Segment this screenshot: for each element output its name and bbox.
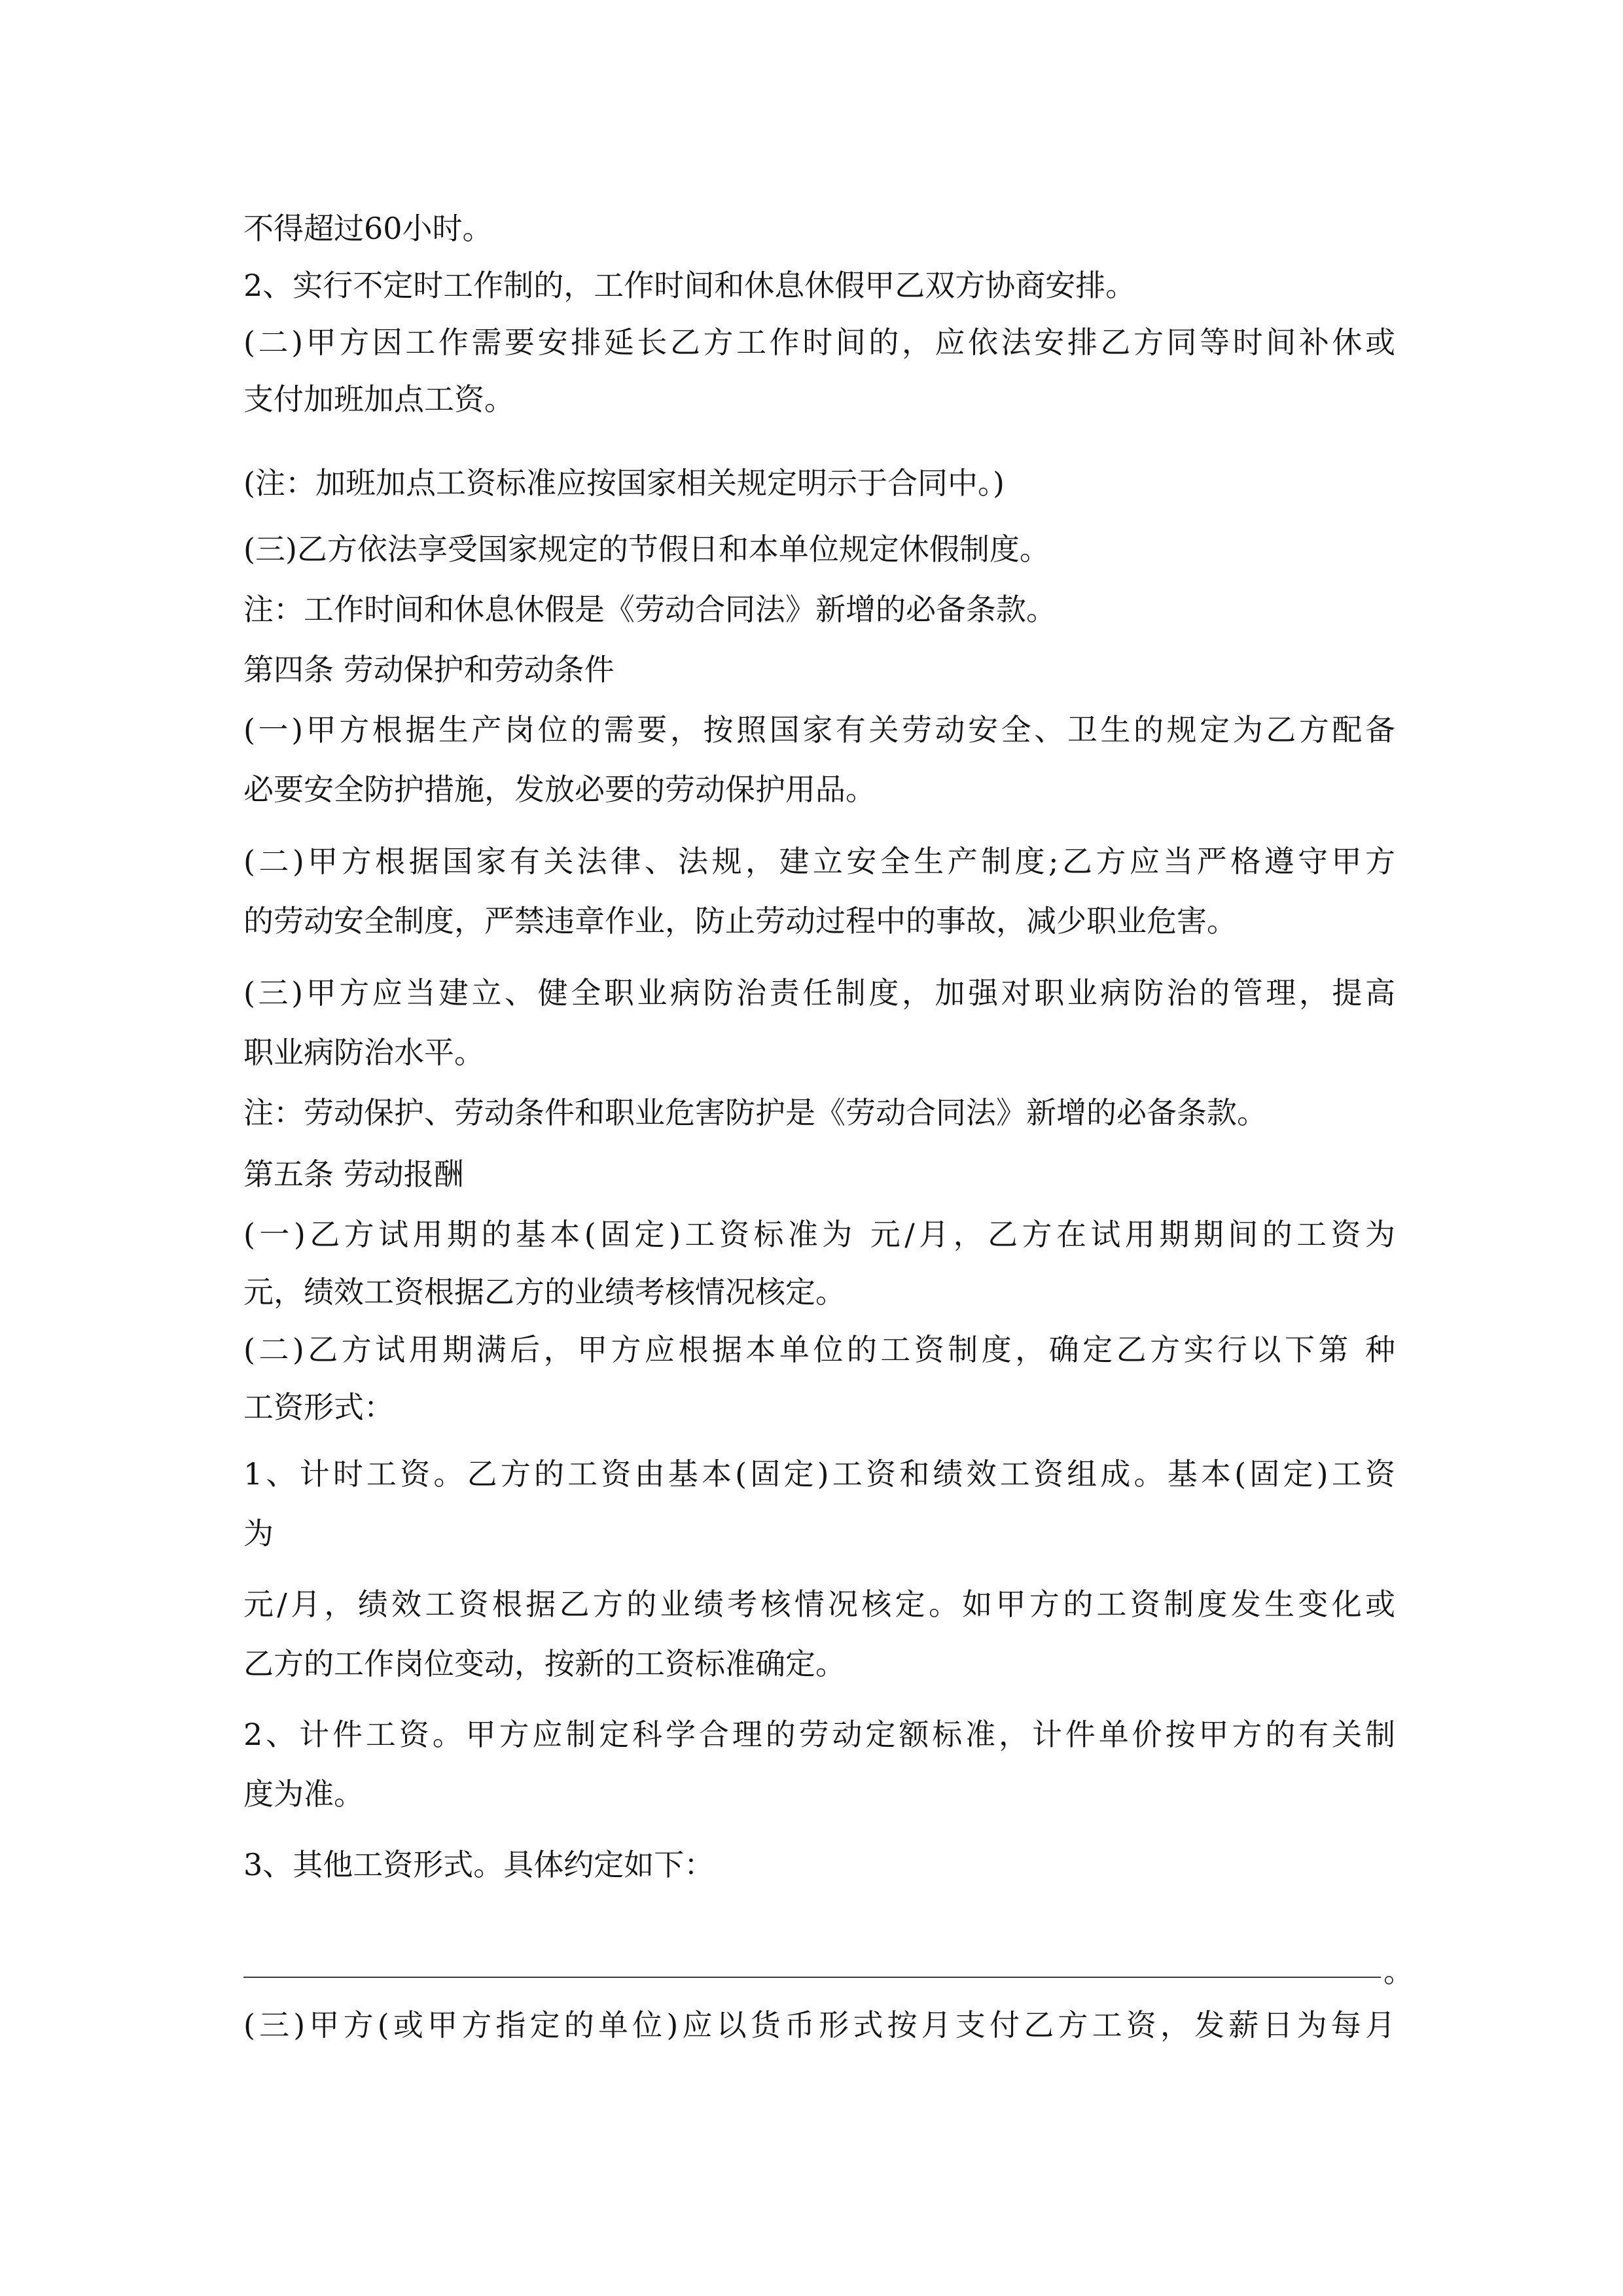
fill-in-blank-line	[243, 1949, 1412, 1988]
text-line: 3、其他工资形式。具体约定如下：	[243, 1847, 715, 1882]
text-line: (注：加班加点工资标准应按国家相关规定明示于合同中。)	[243, 465, 1005, 501]
blank-underline	[243, 1977, 1381, 1978]
text-line: (一)甲方根据生产岗位的需要，按照国家有关劳动安全、卫生的规定为乙方配备	[243, 712, 1395, 747]
text-line: 注：劳动保护、劳动条件和职业危害防护是《劳动合同法》新增的必备条款。	[243, 1095, 1267, 1130]
section-heading: 第五条 劳动报酬	[243, 1157, 464, 1192]
text-line: 职业病防治水平。	[243, 1035, 484, 1070]
text-line: 注：工作时间和休息休假是《劳动合同法》新增的必备条款。	[243, 592, 1056, 627]
text-line: (三)甲方应当建立、健全职业病防治责任制度，加强对职业病防治的管理，提高	[243, 975, 1395, 1011]
text-line: 支付加班加点工资。	[243, 382, 514, 417]
text-line: (一)乙方试用期的基本(固定)工资标准为 元/月，乙方在试用期期间的工资为	[243, 1217, 1395, 1252]
text-line: (二)甲方因工作需要安排延长乙方工作时间的，应依法安排乙方同等时间补休或	[243, 325, 1395, 360]
text-line: 1、计时工资。乙方的工资由基本(固定)工资和绩效工资组成。基本(固定)工资	[243, 1456, 1395, 1492]
text-line: 乙方的工作岗位变动，按新的工资标准确定。	[243, 1646, 846, 1681]
text-line: 元，绩效工资根据乙方的业绩考核情况核定。	[243, 1274, 846, 1310]
text-line: 的劳动安全制度，严禁违章作业，防止劳动过程中的事故，减少职业危害。	[243, 903, 1237, 939]
text-line: (三)乙方依法享受国家规定的节假日和本单位规定休假制度。	[243, 531, 1050, 567]
text-line: 工资形式：	[243, 1390, 394, 1425]
text-line: (二)乙方试用期满后，甲方应根据本单位的工资制度，确定乙方实行以下第 种	[243, 1332, 1395, 1367]
text-line: 必要安全防护措施，发放必要的劳动保护用品。	[243, 772, 876, 807]
text-line: 不得超过60小时。	[243, 211, 493, 246]
text-line: 2、实行不定时工作制的，工作时间和休息休假甲乙双方协商安排。	[243, 268, 1136, 303]
text-line: (三)甲方(或甲方指定的单位)应以货币形式按月支付乙方工资，发薪日为每月	[243, 2007, 1395, 2043]
text-line: 元/月，绩效工资根据乙方的业绩考核情况核定。如甲方的工资制度发生变化或	[243, 1587, 1395, 1622]
text-line: 2、计件工资。甲方应制定科学合理的劳动定额标准，计件单价按甲方的有关制	[243, 1717, 1395, 1752]
blank-line-end-mark: 。	[1383, 1954, 1414, 1989]
section-heading: 第四条 劳动保护和劳动条件	[243, 652, 615, 687]
text-line: (二)甲方根据国家有关法律、法规，建立安全生产制度;乙方应当严格遵守甲方	[243, 844, 1395, 879]
text-line: 度为准。	[243, 1776, 364, 1812]
text-line: 为	[243, 1516, 274, 1551]
